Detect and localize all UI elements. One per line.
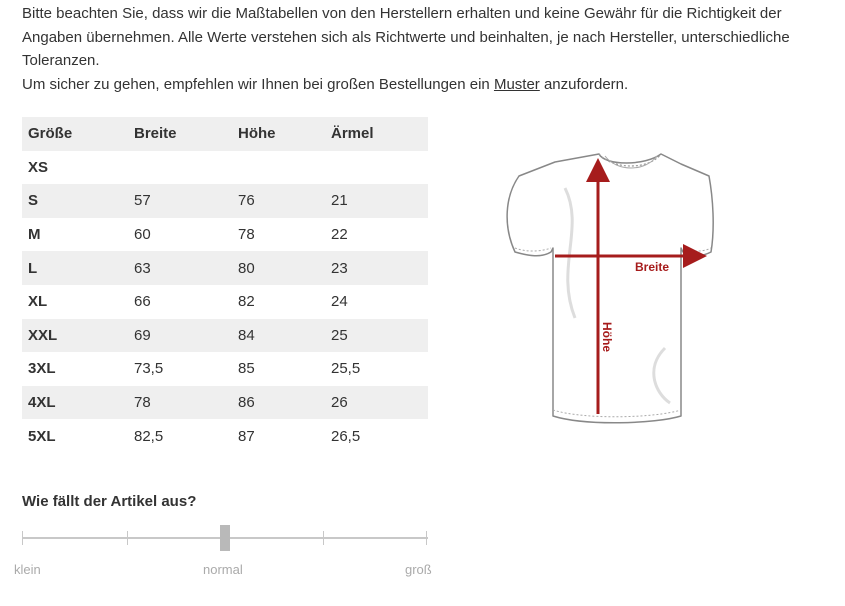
scale-tick	[426, 531, 427, 545]
size-cell: XL	[28, 293, 48, 311]
sample-link[interactable]: Muster	[493, 75, 540, 93]
width-cell: 57	[128, 184, 232, 218]
size-cell: XXL	[22, 319, 128, 353]
sleeve-cell: 23	[325, 251, 428, 285]
header-size: Größe	[22, 117, 128, 151]
table-row	[22, 319, 428, 353]
fit-heading: Wie fällt der Artikel aus?	[22, 493, 197, 510]
size-cell: M	[28, 226, 41, 244]
fit-label-large: groß	[405, 562, 432, 577]
tshirt-measurement-diagram	[495, 148, 727, 430]
tshirt-outline-icon	[507, 154, 713, 423]
height-cell: 82	[238, 293, 255, 311]
table-row	[22, 352, 428, 386]
table-row	[22, 251, 428, 285]
sleeve-cell: 24	[331, 293, 348, 311]
height-cell: 76	[232, 184, 325, 218]
size-info-text	[22, 2, 837, 96]
sleeve-cell	[325, 151, 428, 185]
size-cell: 4XL	[22, 386, 128, 420]
sample-recommendation-text	[22, 73, 837, 97]
sleeve-cell: 25,5	[331, 360, 361, 378]
fit-label-small: klein	[14, 562, 41, 577]
width-cell: 82,5	[134, 427, 164, 445]
header-height: Höhe	[232, 117, 325, 151]
size-cell: 5XL	[28, 427, 56, 445]
size-cell: S	[22, 184, 128, 218]
width-label: Breite	[635, 260, 670, 274]
width-cell: 69	[128, 319, 232, 353]
height-cell	[232, 151, 325, 185]
size-table	[22, 117, 428, 453]
header-width: Breite	[128, 117, 232, 151]
height-cell: 84	[232, 319, 325, 353]
sleeve-cell: 21	[325, 184, 428, 218]
table-row	[22, 184, 428, 218]
header-sleeve: Ärmel	[325, 117, 428, 151]
width-cell: 60	[134, 226, 151, 244]
sleeve-cell: 22	[331, 226, 348, 244]
height-label: Höhe	[600, 322, 614, 352]
table-row	[22, 285, 428, 319]
scale-tick	[22, 531, 23, 545]
width-cell: 78	[128, 386, 232, 420]
height-cell: 86	[232, 386, 325, 420]
sleeve-cell: 26,5	[331, 427, 361, 445]
width-cell	[128, 151, 232, 185]
fit-indicator	[220, 525, 230, 551]
size-cell: XS	[28, 158, 49, 176]
sample-text-after: anzufordern.	[539, 75, 629, 93]
table-row	[22, 151, 428, 185]
sleeve-cell: 26	[325, 386, 428, 420]
width-cell: 63	[128, 251, 232, 285]
height-cell: 87	[238, 427, 255, 445]
table-row	[22, 386, 428, 420]
height-cell: 80	[232, 251, 325, 285]
width-cell: 73,5	[134, 360, 164, 378]
size-cell: 3XL	[28, 360, 56, 378]
table-row	[22, 218, 428, 252]
scale-tick	[323, 531, 324, 545]
height-cell: 78	[238, 226, 255, 244]
height-cell: 85	[238, 360, 255, 378]
size-cell: L	[22, 251, 128, 285]
width-cell: 66	[134, 293, 151, 311]
sleeve-cell: 25	[325, 319, 428, 353]
table-row	[22, 419, 428, 453]
sample-text-before: Um sicher zu gehen, empfehlen wir Ihnen bei großen Bestellungen ein	[22, 75, 494, 93]
fit-label-normal: normal	[203, 562, 243, 577]
size-table-header-row	[22, 117, 428, 151]
scale-tick	[127, 531, 128, 545]
disclaimer-text: Bitte beachten Sie, dass wir die Maßtabellen von den Herstellern erhalten und keine Gewähr für die Richtigkeit der Angaben übernehmen. Alle Werte verstehen sich als Richtwerte und beinhalten, je nach Hersteller, unterschiedliche Toleranzen.	[22, 5, 790, 69]
